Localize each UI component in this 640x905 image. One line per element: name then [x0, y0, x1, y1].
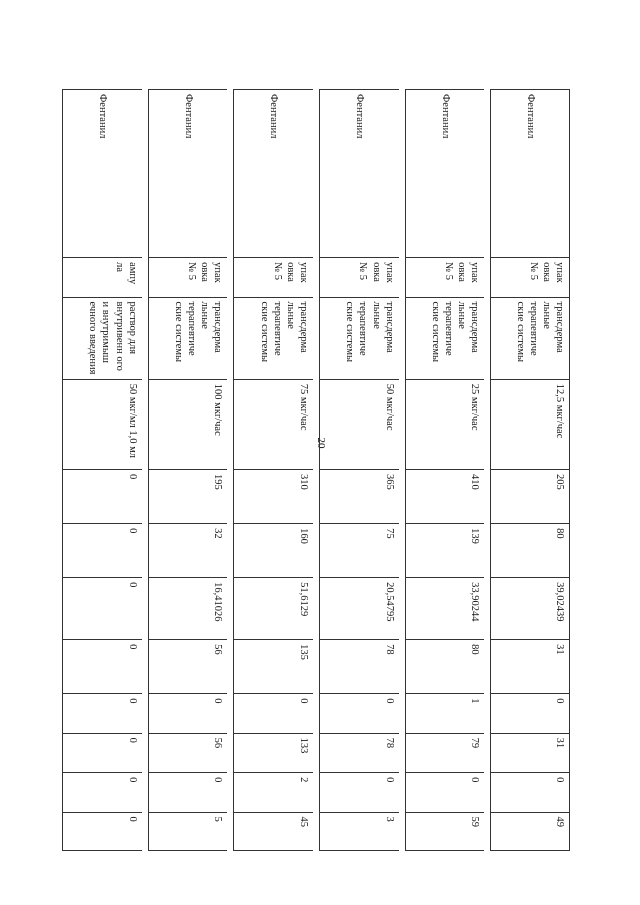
issued-cell: 160 [233, 524, 313, 578]
drug-name-cell: Фентанил [233, 89, 313, 258]
table-row [490, 89, 570, 851]
dose-cell: 50 мкг/мл 1,0 мл [62, 380, 142, 470]
percent-cell: 20,54795 [319, 578, 399, 640]
row-gap-cell [484, 89, 490, 851]
form-cell: трансдерма льные терапевтиче ские системы [490, 298, 570, 380]
form-cell: трансдерма льные терапевтиче ские системы [233, 298, 313, 380]
table-row [62, 89, 142, 851]
page-number: 20 [315, 437, 327, 449]
package-cell: упак овка № 5 [319, 258, 399, 297]
balance-cell: 49 [490, 813, 570, 851]
table-row [319, 89, 399, 851]
col5-cell: 0 [148, 694, 228, 733]
package-cell: упак овка № 5 [233, 258, 313, 297]
dose-cell: 25 мкг/час [405, 380, 485, 470]
balance-cell: 3 [319, 813, 399, 851]
col5-cell: 0 [62, 694, 142, 733]
col5-cell: 1 [405, 694, 485, 733]
total-cell: 31 [490, 640, 570, 694]
col7-cell: 0 [319, 773, 399, 812]
col7-cell: 2 [233, 773, 313, 812]
row-gap [484, 89, 490, 851]
col7-cell: 0 [148, 773, 228, 812]
issued-cell: 0 [62, 524, 142, 578]
row-gap [399, 89, 405, 851]
percent-cell: 0 [62, 578, 142, 640]
row-gap [142, 89, 148, 851]
issued-cell: 80 [490, 524, 570, 578]
balance-cell: 0 [62, 813, 142, 851]
table-row [233, 89, 313, 851]
col7-cell: 0 [405, 773, 485, 812]
dose-cell: 50 мкг/час [319, 380, 399, 470]
drug-name-cell: Фентанил [490, 89, 570, 258]
table-rotator [62, 89, 570, 851]
table-row [405, 89, 485, 851]
issued-cell: 75 [319, 524, 399, 578]
package-cell: упак овка № 5 [490, 258, 570, 297]
col5-cell: 0 [233, 694, 313, 733]
package-cell: упак овка № 5 [405, 258, 485, 297]
row-gap-cell [227, 89, 233, 851]
qty-cell: 365 [319, 470, 399, 524]
total-cell: 56 [148, 640, 228, 694]
qty-cell: 410 [405, 470, 485, 524]
balance-cell: 5 [148, 813, 228, 851]
percent-cell: 16,41026 [148, 578, 228, 640]
col6-cell: 0 [62, 734, 142, 773]
col5-cell: 0 [490, 694, 570, 733]
total-cell: 135 [233, 640, 313, 694]
drug-name-cell: Фентанил [148, 89, 228, 258]
dose-cell: 12,5 мкг/час [490, 380, 570, 470]
rotated-table-container [62, 89, 570, 851]
form-cell: трансдерма льные терапевтиче ские системы [148, 298, 228, 380]
col7-cell: 0 [490, 773, 570, 812]
qty-cell: 0 [62, 470, 142, 524]
dose-cell: 75 мкг/час [233, 380, 313, 470]
row-gap-cell [142, 89, 148, 851]
dose-cell: 100 мкг/час [148, 380, 228, 470]
balance-cell: 59 [405, 813, 485, 851]
total-cell: 78 [319, 640, 399, 694]
col7-cell: 0 [62, 773, 142, 812]
issued-cell: 32 [148, 524, 228, 578]
qty-cell: 205 [490, 470, 570, 524]
row-gap-cell [313, 89, 319, 851]
drug-name-cell: Фентанил [62, 89, 142, 258]
balance-cell: 45 [233, 813, 313, 851]
col6-cell: 133 [233, 734, 313, 773]
qty-cell: 310 [233, 470, 313, 524]
row-gap [227, 89, 233, 851]
issued-cell: 139 [405, 524, 485, 578]
row-gap [313, 89, 319, 851]
fentanyl-table [62, 89, 570, 851]
col6-cell: 31 [490, 734, 570, 773]
col6-cell: 56 [148, 734, 228, 773]
col6-cell: 78 [319, 734, 399, 773]
col6-cell: 79 [405, 734, 485, 773]
table-row [148, 89, 228, 851]
form-cell: трансдерма льные терапевтиче ские системы [319, 298, 399, 380]
row-gap-cell [399, 89, 405, 851]
total-cell: 80 [405, 640, 485, 694]
total-cell: 0 [62, 640, 142, 694]
package-cell: ампу ла [62, 258, 142, 297]
form-cell: раствор для внутривенн ого и внутримыш ечного введения [62, 298, 142, 380]
package-cell: упак овка № 5 [148, 258, 228, 297]
qty-cell: 195 [148, 470, 228, 524]
table-body [62, 89, 570, 851]
drug-name-cell: Фентанил [319, 89, 399, 258]
form-cell: трансдерма льные терапевтиче ские системы [405, 298, 485, 380]
percent-cell: 39,02439 [490, 578, 570, 640]
col5-cell: 0 [319, 694, 399, 733]
percent-cell: 51,6129 [233, 578, 313, 640]
drug-name-cell: Фентанил [405, 89, 485, 258]
percent-cell: 33,90244 [405, 578, 485, 640]
